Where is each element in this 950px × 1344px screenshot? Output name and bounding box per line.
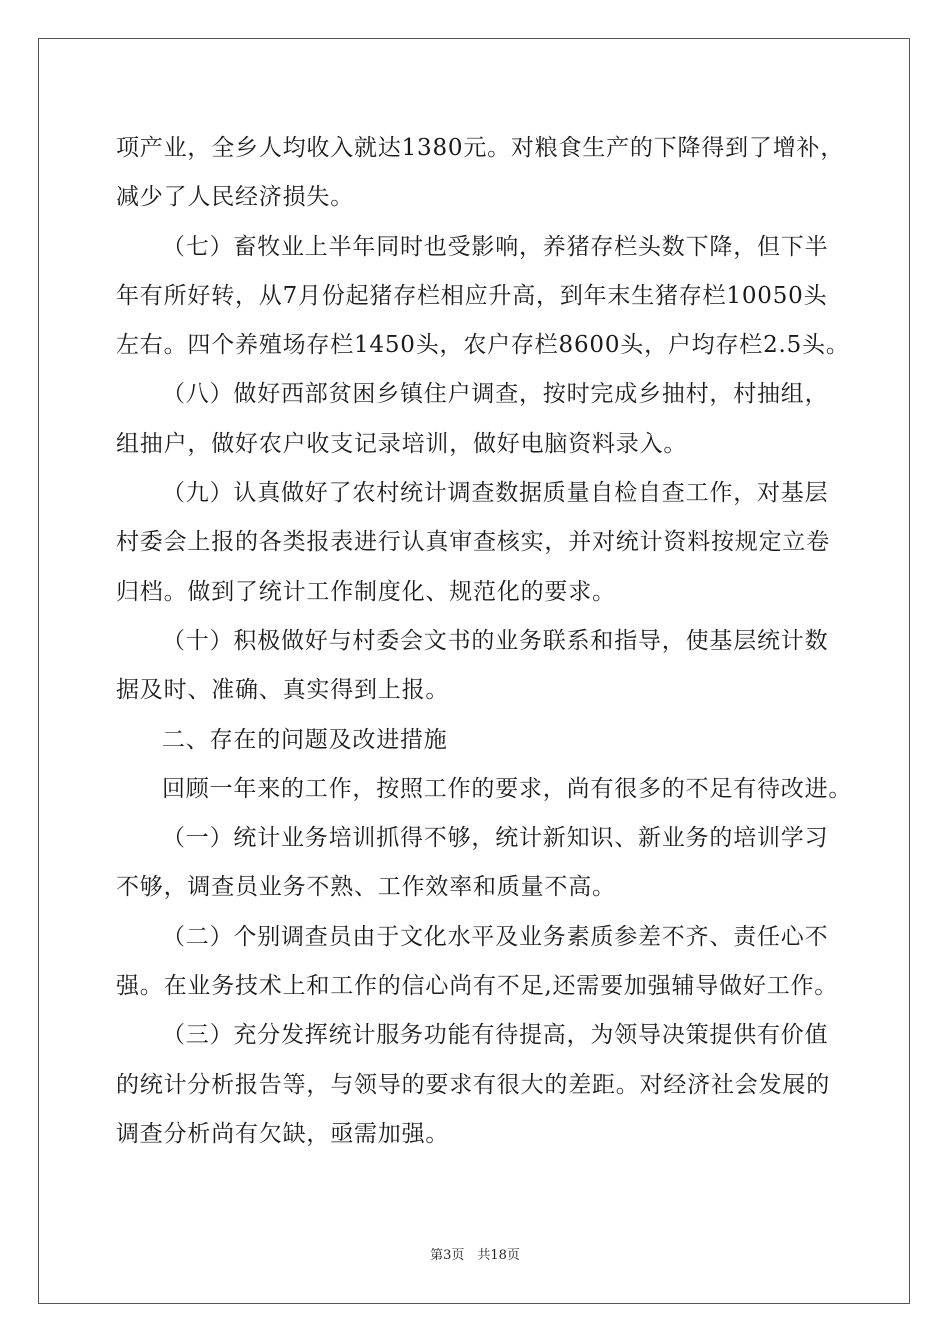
text-line: 减少了人民经济损失。: [116, 184, 354, 211]
text-line: 组抽户，做好农户收支记录培训，做好电脑资料录入。: [116, 430, 688, 457]
text-line: 归档。做到了统计工作制度化、规范化的要求。: [116, 578, 616, 605]
text-line: 不够，调查员业务不熟、工作效率和质量不高。: [116, 874, 616, 901]
document-body: [116, 124, 853, 1159]
text-line: 项产业，全乡人均收入就达1380元。对粮食生产的下降得到了增补，: [116, 135, 845, 161]
section-heading: 二、存在的问题及改进措施: [162, 726, 448, 753]
text-line: （一）统计业务培训抓得不够，统计新知识、新业务的培训学习: [162, 825, 829, 852]
page-number-footer: 第3页 共18页: [430, 1248, 520, 1263]
text-line: 调查分析尚有欠缺，亟需加强。: [116, 1120, 450, 1147]
text-line: 据及时、准确、真实得到上报。: [116, 677, 450, 704]
text-line: （三）充分发挥统计服务功能有待提高，为领导决策提供有价值: [162, 1022, 829, 1049]
text-line: 强。在业务技术上和工作的信心尚有不足,还需要加强辅导做好工作。: [116, 973, 839, 1000]
text-line: 回顾一年来的工作，按照工作的要求，尚有很多的不足有待改进。: [162, 775, 853, 802]
text-line: （八）做好西部贫困乡镇住户调查，按时完成乡抽村，村抽组，: [162, 381, 829, 408]
text-line: 村委会上报的各类报表进行认真审查核实，并对统计资料按规定立卷: [116, 529, 830, 556]
text-line: （九）认真做好了农村统计调查数据质量自检自查工作，对基层: [162, 480, 829, 507]
text-line: 左右。四个养殖场存栏1450头，农户存栏8600头，户均存栏2.5头。: [116, 332, 850, 359]
text-line: 年有所好转，从7月份起猪存栏相应升高，到年末生猪存栏10050头: [116, 282, 828, 309]
text-line: （二）个别调查员由于文化水平及业务素质参差不齐、责任心不: [162, 923, 829, 950]
text-line: （七）畜牧业上半年同时也受影响，养猪存栏头数下降，但下半: [162, 233, 829, 260]
text-line: （十）积极做好与村委会文书的业务联系和指导，使基层统计数: [162, 627, 829, 654]
text-line: 的统计分析报告等，与领导的要求有很大的差距。对经济社会发展的: [116, 1071, 830, 1098]
